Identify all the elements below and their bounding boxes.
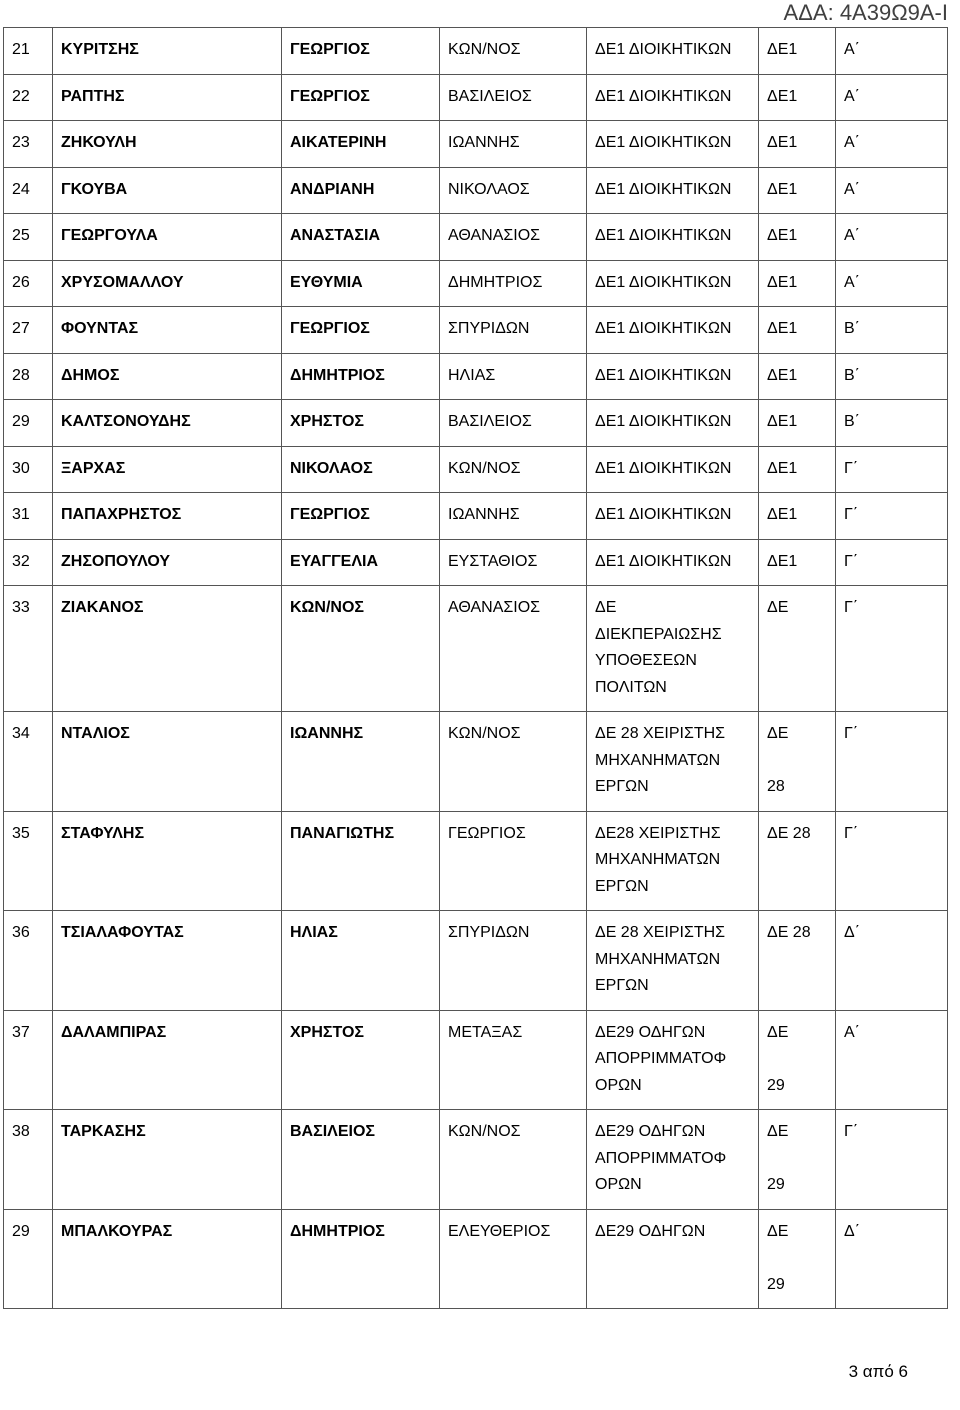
cell-first-name: ΕΥΑΓΓΕΛΙΑ bbox=[282, 539, 440, 586]
table-row bbox=[4, 74, 948, 121]
cell-category-line bbox=[767, 1245, 835, 1272]
cell-father-name: ΕΥΣΤΑΘΙΟΣ bbox=[440, 539, 587, 586]
cell-surname: ΖΗΣΟΠΟΥΛΟΥ bbox=[53, 539, 282, 586]
cell-category-line: 29 bbox=[767, 1275, 785, 1293]
cell-category-line: ΔΕ1 bbox=[767, 134, 798, 151]
cell-number: 25 bbox=[4, 214, 53, 261]
cell-number: 38 bbox=[4, 1110, 53, 1210]
cell-category bbox=[759, 400, 836, 447]
cell-father-name: ΒΑΣΙΛΕΙΟΣ bbox=[440, 400, 587, 447]
cell-category bbox=[759, 539, 836, 586]
cell-specialty-line: ΑΠΟΡΡΙΜΜΑΤΟΦ bbox=[595, 1050, 727, 1067]
cell-category bbox=[759, 353, 836, 400]
cell-category bbox=[759, 493, 836, 540]
cell-rank: Γ΄ bbox=[836, 446, 948, 493]
cell-rank: Α΄ bbox=[836, 74, 948, 121]
cell-rank: Δ΄ bbox=[836, 1209, 948, 1309]
cell-surname: ΚΥΡΙΤΣΗΣ bbox=[53, 28, 282, 75]
cell-specialty-line: ΔΕ 28 ΧΕΙΡΙΣΤΗΣ bbox=[595, 924, 726, 941]
cell-specialty-line: ΔΕ1 ΔΙΟΙΚΗΤΙΚΩΝ bbox=[595, 459, 732, 477]
cell-father-name: ΔΗΜΗΤΡΙΟΣ bbox=[440, 260, 587, 307]
cell-first-name: ΑΝΔΡΙΑΝΗ bbox=[282, 167, 440, 214]
cell-first-name: ΑΙΚΑΤΕΡΙΝΗ bbox=[282, 121, 440, 168]
page-number: 3 από 6 bbox=[848, 1362, 908, 1381]
cell-first-name: ΠΑΝΑΓΙΩΤΗΣ bbox=[282, 811, 440, 911]
cell-surname: ΓΕΩΡΓΟΥΛΑ bbox=[53, 214, 282, 261]
cell-rank: Α΄ bbox=[836, 260, 948, 307]
cell-specialty-line: ΕΡΓΩΝ bbox=[595, 778, 649, 795]
cell-specialty-line: ΔΕ1 ΔΙΟΙΚΗΤΙΚΩΝ bbox=[595, 41, 732, 58]
cell-category-line: ΔΕ 28 bbox=[767, 824, 811, 842]
cell-surname: ΓΚΟΥΒΑ bbox=[53, 167, 282, 214]
table-row bbox=[4, 811, 948, 911]
cell-specialty bbox=[587, 214, 759, 261]
cell-category bbox=[759, 307, 836, 354]
cell-rank: Β΄ bbox=[836, 307, 948, 354]
personnel-table bbox=[3, 27, 948, 1309]
cell-category bbox=[759, 712, 836, 812]
cell-specialty bbox=[587, 28, 759, 75]
cell-father-name: ΗΛΙΑΣ bbox=[440, 353, 587, 400]
cell-specialty-line: ΔΕ1 ΔΙΟΙΚΗΤΙΚΩΝ bbox=[595, 320, 732, 337]
cell-specialty-line: ΕΡΓΩΝ bbox=[595, 977, 649, 994]
cell-specialty bbox=[587, 121, 759, 168]
cell-category-line: ΔΕ1 bbox=[767, 506, 798, 523]
cell-number: 35 bbox=[4, 811, 53, 911]
cell-number: 28 bbox=[4, 353, 53, 400]
cell-number: 36 bbox=[4, 911, 53, 1011]
cell-category-line: ΔΕ1 bbox=[767, 227, 798, 244]
cell-specialty bbox=[587, 493, 759, 540]
cell-category-line: ΔΕ1 bbox=[767, 273, 798, 291]
cell-category bbox=[759, 911, 836, 1011]
cell-surname: ΤΑΡΚΑΣΗΣ bbox=[53, 1110, 282, 1210]
cell-father-name: ΚΩΝ/ΝΟΣ bbox=[440, 712, 587, 812]
cell-category-line: 29 bbox=[767, 1076, 785, 1094]
cell-surname: ΠΑΠΑΧΡΗΣΤΟΣ bbox=[53, 493, 282, 540]
table-row bbox=[4, 121, 948, 168]
cell-category-line: ΔΕ1 bbox=[767, 459, 798, 477]
cell-surname: ΝΤΑΛΙΟΣ bbox=[53, 712, 282, 812]
cell-category bbox=[759, 74, 836, 121]
cell-number: 27 bbox=[4, 307, 53, 354]
cell-specialty-line: ΔΕ1 ΔΙΟΙΚΗΤΙΚΩΝ bbox=[595, 227, 732, 244]
cell-first-name: ΧΡΗΣΤΟΣ bbox=[282, 1010, 440, 1110]
cell-rank: Γ΄ bbox=[836, 1110, 948, 1210]
cell-specialty-line: ΜΗΧΑΝΗΜΑΤΩΝ bbox=[595, 851, 721, 868]
cell-specialty bbox=[587, 811, 759, 911]
cell-number: 29 bbox=[4, 400, 53, 447]
cell-rank: Α΄ bbox=[836, 121, 948, 168]
cell-specialty bbox=[587, 586, 759, 712]
cell-category bbox=[759, 446, 836, 493]
cell-specialty bbox=[587, 446, 759, 493]
cell-father-name: ΓΕΩΡΓΙΟΣ bbox=[440, 811, 587, 911]
cell-surname: ΖΙΑΚΑΝΟΣ bbox=[53, 586, 282, 712]
cell-category-line: ΔΕ bbox=[767, 1123, 789, 1140]
cell-specialty-line: ΔΕ1 ΔΙΟΙΚΗΤΙΚΩΝ bbox=[595, 552, 732, 570]
cell-specialty bbox=[587, 712, 759, 812]
cell-category bbox=[759, 1110, 836, 1210]
cell-father-name: ΝΙΚΟΛΑΟΣ bbox=[440, 167, 587, 214]
table-row bbox=[4, 167, 948, 214]
cell-specialty bbox=[587, 1110, 759, 1210]
cell-rank: Γ΄ bbox=[836, 712, 948, 812]
cell-category-line: ΔΕ bbox=[767, 1222, 789, 1240]
cell-category-line: ΔΕ1 bbox=[767, 87, 798, 105]
cell-category-line: ΔΕ bbox=[767, 1023, 789, 1041]
cell-specialty-line: ΔΕ29 ΟΔΗΓΩΝ bbox=[595, 1222, 706, 1240]
cell-category-line bbox=[767, 748, 835, 775]
cell-specialty-line: ΥΠΟΘΕΣΕΩΝ bbox=[595, 652, 697, 669]
cell-category bbox=[759, 121, 836, 168]
cell-surname: ΣΤΑΦΥΛΗΣ bbox=[53, 811, 282, 911]
cell-surname: ΞΑΡΧΑΣ bbox=[53, 446, 282, 493]
cell-father-name: ΒΑΣΙΛΕΙΟΣ bbox=[440, 74, 587, 121]
cell-number: 37 bbox=[4, 1010, 53, 1110]
cell-first-name: ΓΕΩΡΓΙΟΣ bbox=[282, 74, 440, 121]
cell-category bbox=[759, 1010, 836, 1110]
table-row bbox=[4, 1209, 948, 1309]
cell-first-name: ΚΩΝ/ΝΟΣ bbox=[282, 586, 440, 712]
cell-surname: ΖΗΚΟΥΛΗ bbox=[53, 121, 282, 168]
cell-specialty-line: ΜΗΧΑΝΗΜΑΤΩΝ bbox=[595, 950, 721, 968]
cell-surname: ΜΠΑΛΚΟΥΡΑΣ bbox=[53, 1209, 282, 1309]
cell-rank: Γ΄ bbox=[836, 586, 948, 712]
cell-specialty-line: ΠΟΛΙΤΩΝ bbox=[595, 678, 667, 696]
cell-specialty-line: ΜΗΧΑΝΗΜΑΤΩΝ bbox=[595, 751, 721, 769]
cell-specialty-line: ΔΕ1 ΔΙΟΙΚΗΤΙΚΩΝ bbox=[595, 506, 732, 523]
cell-category bbox=[759, 167, 836, 214]
cell-specialty-line: ΕΡΓΩΝ bbox=[595, 877, 649, 895]
cell-first-name: ΗΛΙΑΣ bbox=[282, 911, 440, 1011]
cell-specialty-line: ΟΡΩΝ bbox=[595, 1176, 642, 1193]
cell-surname: ΔΗΜΟΣ bbox=[53, 353, 282, 400]
cell-father-name: ΚΩΝ/ΝΟΣ bbox=[440, 446, 587, 493]
cell-specialty bbox=[587, 167, 759, 214]
cell-specialty-line: ΔΕ 28 ΧΕΙΡΙΣΤΗΣ bbox=[595, 725, 726, 742]
table-row bbox=[4, 307, 948, 354]
table-row bbox=[4, 911, 948, 1011]
cell-specialty bbox=[587, 911, 759, 1011]
cell-category-line: ΔΕ1 bbox=[767, 320, 798, 337]
cell-first-name: ΓΕΩΡΓΙΟΣ bbox=[282, 493, 440, 540]
cell-first-name: ΕΥΘΥΜΙΑ bbox=[282, 260, 440, 307]
cell-specialty-line: ΔΕ1 ΔΙΟΙΚΗΤΙΚΩΝ bbox=[595, 87, 732, 105]
cell-number: 23 bbox=[4, 121, 53, 168]
cell-father-name: ΚΩΝ/ΝΟΣ bbox=[440, 28, 587, 75]
table-row bbox=[4, 539, 948, 586]
cell-father-name: ΙΩΑΝΝΗΣ bbox=[440, 493, 587, 540]
table-row bbox=[4, 1010, 948, 1110]
table-row bbox=[4, 400, 948, 447]
cell-specialty-line: ΔΕ bbox=[595, 599, 617, 616]
cell-surname: ΡΑΠΤΗΣ bbox=[53, 74, 282, 121]
cell-category-line: ΔΕ1 bbox=[767, 180, 798, 198]
cell-category bbox=[759, 586, 836, 712]
cell-specialty-line: ΔΕ29 ΟΔΗΓΩΝ bbox=[595, 1023, 706, 1041]
cell-category-line: ΔΕ1 bbox=[767, 41, 798, 58]
cell-first-name: ΧΡΗΣΤΟΣ bbox=[282, 400, 440, 447]
cell-category-line: ΔΕ bbox=[767, 725, 789, 742]
cell-father-name: ΣΠΥΡΙΔΩΝ bbox=[440, 911, 587, 1011]
cell-category-line: 28 bbox=[767, 778, 785, 795]
cell-rank: Γ΄ bbox=[836, 811, 948, 911]
cell-specialty-line: ΑΠΟΡΡΙΜΜΑΤΟΦ bbox=[595, 1149, 727, 1167]
cell-specialty bbox=[587, 1209, 759, 1309]
cell-specialty-line: ΔΕ29 ΟΔΗΓΩΝ bbox=[595, 1123, 706, 1140]
cell-number: 29 bbox=[4, 1209, 53, 1309]
cell-surname: ΦΟΥΝΤΑΣ bbox=[53, 307, 282, 354]
cell-surname: ΔΑΛΑΜΠΙΡΑΣ bbox=[53, 1010, 282, 1110]
cell-number: 21 bbox=[4, 28, 53, 75]
cell-specialty-line: ΔΕ1 ΔΙΟΙΚΗΤΙΚΩΝ bbox=[595, 134, 732, 151]
cell-category-line bbox=[767, 1046, 835, 1073]
cell-number: 34 bbox=[4, 712, 53, 812]
cell-specialty bbox=[587, 307, 759, 354]
cell-specialty-line: ΔΕ1 ΔΙΟΙΚΗΤΙΚΩΝ bbox=[595, 273, 732, 291]
table-row bbox=[4, 260, 948, 307]
cell-number: 32 bbox=[4, 539, 53, 586]
cell-father-name: ΕΛΕΥΘΕΡΙΟΣ bbox=[440, 1209, 587, 1309]
cell-category-line: ΔΕ1 bbox=[767, 366, 798, 384]
cell-number: 26 bbox=[4, 260, 53, 307]
cell-first-name: ΔΗΜΗΤΡΙΟΣ bbox=[282, 353, 440, 400]
cell-father-name: ΣΠΥΡΙΔΩΝ bbox=[440, 307, 587, 354]
table-row bbox=[4, 214, 948, 261]
cell-number: 33 bbox=[4, 586, 53, 712]
cell-specialty-line: ΟΡΩΝ bbox=[595, 1076, 642, 1094]
table-row bbox=[4, 28, 948, 75]
cell-first-name: ΑΝΑΣΤΑΣΙΑ bbox=[282, 214, 440, 261]
cell-father-name: ΜΕΤΑΞΑΣ bbox=[440, 1010, 587, 1110]
cell-rank: Α΄ bbox=[836, 1010, 948, 1110]
cell-first-name: ΝΙΚΟΛΑΟΣ bbox=[282, 446, 440, 493]
cell-rank: Α΄ bbox=[836, 28, 948, 75]
cell-father-name: ΙΩΑΝΝΗΣ bbox=[440, 121, 587, 168]
cell-father-name: ΑΘΑΝΑΣΙΟΣ bbox=[440, 586, 587, 712]
cell-surname: ΧΡΥΣΟΜΑΛΛΟΥ bbox=[53, 260, 282, 307]
cell-number: 31 bbox=[4, 493, 53, 540]
cell-first-name: ΓΕΩΡΓΙΟΣ bbox=[282, 28, 440, 75]
table-row bbox=[4, 586, 948, 712]
cell-specialty bbox=[587, 400, 759, 447]
cell-category-line: ΔΕ bbox=[767, 599, 789, 616]
table-body bbox=[4, 28, 948, 1309]
cell-father-name: ΚΩΝ/ΝΟΣ bbox=[440, 1110, 587, 1210]
cell-first-name: ΒΑΣΙΛΕΙΟΣ bbox=[282, 1110, 440, 1210]
cell-category-line: ΔΕ1 bbox=[767, 413, 798, 430]
cell-rank: Β΄ bbox=[836, 353, 948, 400]
cell-first-name: ΓΕΩΡΓΙΟΣ bbox=[282, 307, 440, 354]
ada-code: ΑΔΑ: 4Α39Ω9Α-Ι bbox=[783, 0, 948, 25]
cell-specialty bbox=[587, 74, 759, 121]
cell-specialty-line: ΔΕ1 ΔΙΟΙΚΗΤΙΚΩΝ bbox=[595, 180, 732, 198]
cell-number: 22 bbox=[4, 74, 53, 121]
cell-category-line: 29 bbox=[767, 1176, 785, 1193]
cell-rank: Γ΄ bbox=[836, 539, 948, 586]
table-row bbox=[4, 353, 948, 400]
cell-rank: Γ΄ bbox=[836, 493, 948, 540]
cell-first-name: ΙΩΑΝΝΗΣ bbox=[282, 712, 440, 812]
cell-category bbox=[759, 811, 836, 911]
cell-specialty bbox=[587, 260, 759, 307]
cell-category bbox=[759, 260, 836, 307]
table-row bbox=[4, 1110, 948, 1210]
cell-specialty-line: ΔΕ1 ΔΙΟΙΚΗΤΙΚΩΝ bbox=[595, 366, 732, 384]
table-row bbox=[4, 712, 948, 812]
cell-surname: ΤΣΙΑΛΑΦΟΥΤΑΣ bbox=[53, 911, 282, 1011]
table-row bbox=[4, 446, 948, 493]
cell-specialty-line: ΔΙΕΚΠΕΡΑΙΩΣΗΣ bbox=[595, 625, 722, 643]
cell-rank: Δ΄ bbox=[836, 911, 948, 1011]
cell-father-name: ΑΘΑΝΑΣΙΟΣ bbox=[440, 214, 587, 261]
table-row bbox=[4, 493, 948, 540]
cell-rank: Α΄ bbox=[836, 167, 948, 214]
cell-number: 24 bbox=[4, 167, 53, 214]
cell-category bbox=[759, 28, 836, 75]
cell-category-line: ΔΕ 28 bbox=[767, 924, 811, 941]
cell-specialty bbox=[587, 1010, 759, 1110]
cell-category-line: ΔΕ1 bbox=[767, 552, 798, 570]
cell-rank: Α΄ bbox=[836, 214, 948, 261]
cell-first-name: ΔΗΜΗΤΡΙΟΣ bbox=[282, 1209, 440, 1309]
cell-rank: Β΄ bbox=[836, 400, 948, 447]
cell-specialty bbox=[587, 353, 759, 400]
cell-category-line bbox=[767, 1146, 835, 1173]
cell-category bbox=[759, 1209, 836, 1309]
cell-surname: ΚΑΛΤΣΟΝΟΥΔΗΣ bbox=[53, 400, 282, 447]
cell-category bbox=[759, 214, 836, 261]
cell-specialty bbox=[587, 539, 759, 586]
cell-specialty-line: ΔΕ1 ΔΙΟΙΚΗΤΙΚΩΝ bbox=[595, 413, 732, 430]
cell-specialty-line: ΔΕ28 ΧΕΙΡΙΣΤΗΣ bbox=[595, 824, 721, 842]
cell-number: 30 bbox=[4, 446, 53, 493]
